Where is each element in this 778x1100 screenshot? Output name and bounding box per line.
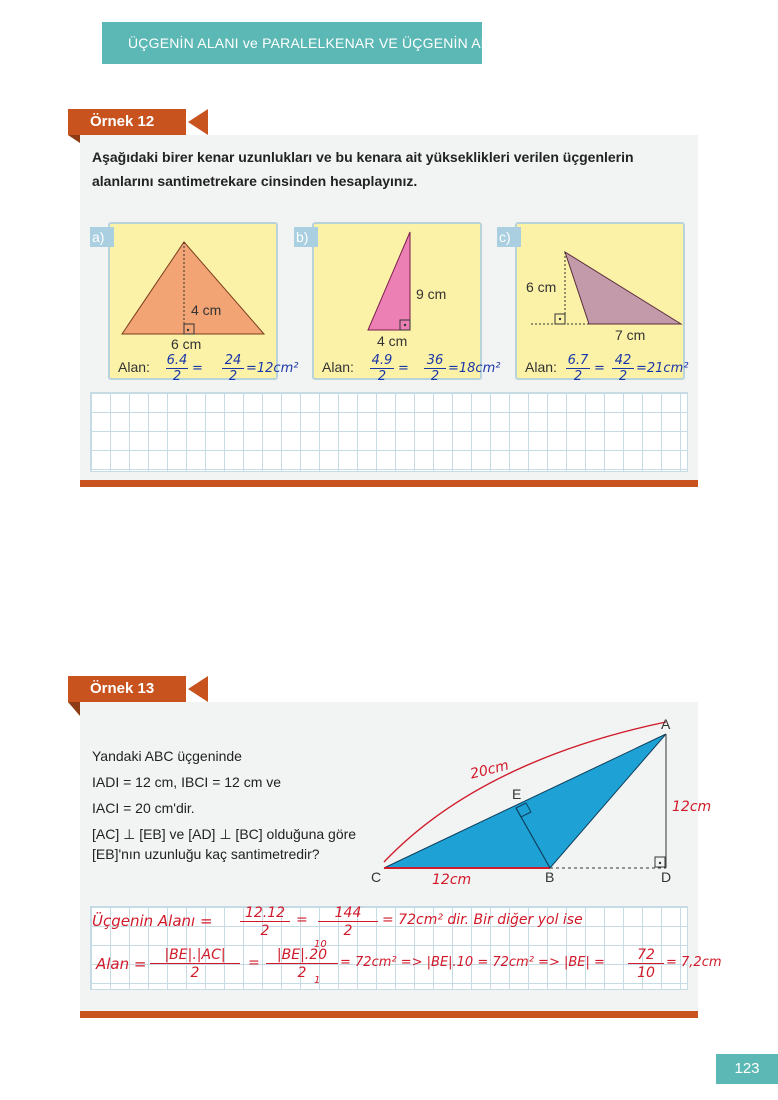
hw-s1-num: 12.12 (240, 905, 290, 922)
hw-s2-den2: 2 (297, 965, 307, 981)
triangle-b-label: b) (294, 227, 318, 247)
point-b-label: B (545, 869, 555, 885)
header-title: ÜÇGENİN ALANI ve PARALELKENAR VE ÜÇGENİN ALANI (128, 35, 513, 51)
ex13-line-2: IADI = 12 cm, IBCI = 12 cm ve (92, 774, 282, 790)
triangle-a-figure (108, 222, 278, 380)
hw-s2-mid: = 72cm² => |BE|.10 = 72cm² => |BE| = (340, 955, 605, 970)
hw-a-num: 6.4 (166, 353, 188, 368)
hw-a-den: 2 (172, 369, 182, 384)
hw-c-num: 6.7 (567, 353, 589, 368)
hw-ad-length: 12cm (672, 799, 712, 815)
hw-s2-den: 2 (190, 965, 200, 981)
hw-c-den2: 2 (618, 369, 628, 384)
hw-b-num: 4.9 (371, 353, 393, 368)
triangle-abc-figure (370, 712, 700, 882)
hw-a-eq: = (192, 361, 203, 376)
hw-cb-length: 12cm (432, 872, 472, 888)
example-13-bottom-rule (80, 1011, 698, 1018)
triangle-c-alan-label: Alan: (525, 359, 557, 375)
hw-s2-cancel-top: 10 (314, 939, 327, 950)
triangle-b-alan-label: Alan: (322, 359, 354, 375)
hw-c-eq: = (594, 361, 605, 376)
triangle-c-label: c) (497, 227, 521, 247)
hw-s1-den: 2 (260, 923, 270, 939)
triangle-a-label: a) (90, 227, 114, 247)
question-line-2: alanlarını santimetrekare cinsinden hesaplayınız. (92, 173, 418, 189)
triangle-a-alan-label: Alan: (118, 359, 150, 375)
triangle-b-figure (312, 222, 482, 380)
triangle-a-base: 6 cm (171, 336, 202, 352)
triangle-b-height: 9 cm (416, 286, 447, 302)
ex13-line-4: [AC] ⊥ [EB] ve [AD] ⊥ [BC] olduğuna göre (92, 826, 357, 842)
triangle-b-base: 4 cm (377, 333, 408, 349)
hw-b-result: =18cm² (448, 361, 501, 376)
ex13-line-1: Yandaki ABC üçgeninde (92, 748, 242, 764)
point-e-label: E (512, 786, 522, 802)
hw-b-num2: 36 (424, 354, 446, 369)
question-line-1: Aşağıdaki birer kenar uzunlukları ve bu kenara ait yükseklikleri verilen üçgenlerin (92, 149, 634, 165)
example-12-tag-label: Örnek 12 (90, 113, 155, 130)
hw-s1-num2: 144 (318, 905, 378, 922)
hw-s1-label: Üçgenin Alanı = (92, 912, 213, 930)
point-d-label: D (661, 869, 672, 885)
hw-a-num2: 24 (222, 354, 244, 369)
hw-s2-num3: 72 (628, 947, 664, 964)
triangle-c-base: 7 cm (615, 327, 646, 343)
hw-s2-cancel-bot: 1 (314, 975, 321, 986)
hw-s2-den3: 10 (637, 965, 655, 981)
example-12-answer-grid (90, 392, 688, 472)
hw-b-den2: 2 (430, 369, 440, 384)
ex13-line-3: IACI = 20 cm'dir. (92, 800, 195, 816)
hw-s1-rest: = 72cm² dir. Bir diğer yol ise (382, 912, 583, 928)
point-c-label: C (371, 869, 382, 885)
hw-s2-num: |BE|.|AC| (150, 947, 240, 964)
hw-s1-den2: 2 (343, 923, 353, 939)
page-number: 123 (716, 1054, 778, 1084)
hw-s2-result: = 7,2cm (666, 955, 722, 970)
hw-s2-label: Alan = (96, 955, 147, 973)
hw-c-num2: 42 (612, 354, 634, 369)
hw-a-den2: 2 (228, 369, 238, 384)
hw-c-result: =21cm² (636, 361, 689, 376)
example-13-text (92, 743, 392, 867)
example-13-tag-label: Örnek 13 (90, 680, 155, 697)
hw-s2-num2: |BE|.20 (266, 947, 338, 964)
hw-a-result: =12cm² (246, 361, 299, 376)
triangle-c-figure (515, 222, 685, 380)
point-a-label: A (661, 716, 671, 732)
hw-s2-eq: = (248, 955, 260, 971)
triangle-c-height: 6 cm (526, 279, 557, 295)
hw-c-den: 2 (573, 369, 583, 384)
example-12-question (92, 145, 692, 193)
triangle-a-height: 4 cm (191, 302, 222, 318)
hw-ac-length: 20cm (468, 757, 511, 783)
hw-b-den: 2 (377, 369, 387, 384)
example-12-bottom-rule (80, 480, 698, 487)
hw-s1-eq: = (296, 912, 308, 928)
ex13-line-5: [EB]'nın uzunluğu kaç santimetredir? (92, 846, 320, 862)
hw-b-eq: = (398, 361, 409, 376)
